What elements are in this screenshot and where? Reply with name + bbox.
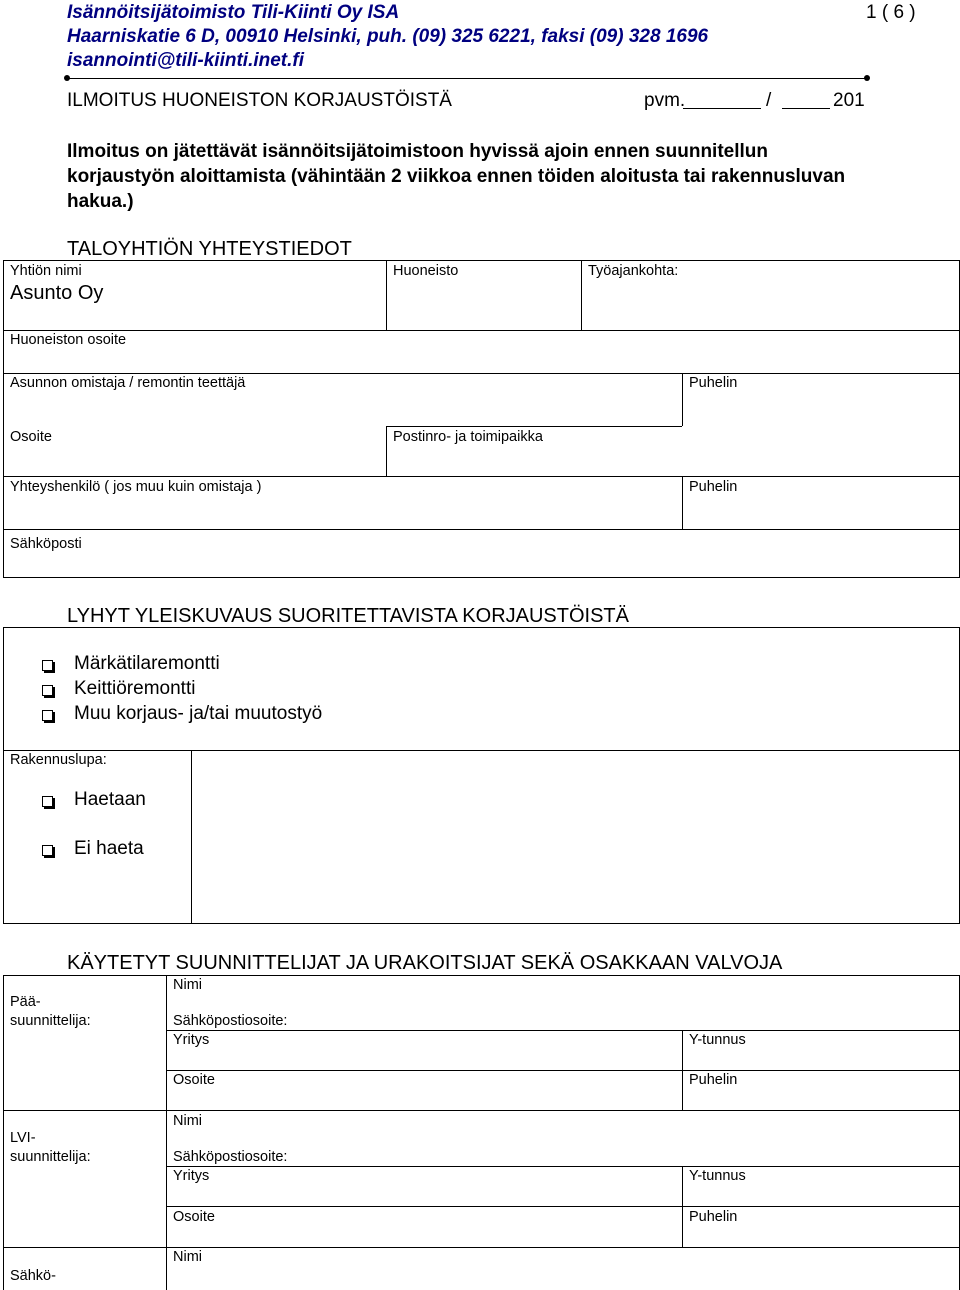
- lvi-phone-label: Puhelin: [689, 1209, 738, 1225]
- contact-title: TALOYHTIÖN YHTEYSTIEDOT: [67, 238, 352, 260]
- main-company-label: Yritys: [173, 1032, 210, 1048]
- rule-dot-left: [64, 75, 70, 81]
- works-title: LYHYT YLEISKUVAUS SUORITETTAVISTA KORJAUSTÖISTÄ: [67, 605, 629, 627]
- electrical-name-label: Nimi: [173, 1249, 202, 1265]
- lvi-email-label: Sähköpostiosoite:: [173, 1149, 288, 1165]
- company-email: isannointi@tili-kiinti.inet.fi: [67, 50, 305, 71]
- intro-text: Ilmoitus on jätettävät isännöitsijätoimistoon hyvissä ajoin ennen suunnitellun korjaustyön aloittamista (vähintään 2 viikkoa ennen töiden aloitusta tai rakennusluvan hakua.): [67, 141, 846, 212]
- electrical-designer-label: Sähkö-: [10, 1268, 56, 1284]
- lvi-name-label: Nimi: [173, 1113, 202, 1129]
- lvi-company-label: Yritys: [173, 1168, 210, 1184]
- address-label: Osoite: [10, 429, 52, 445]
- main-business-id-label: Y-tunnus: [689, 1032, 746, 1048]
- checkbox-icon[interactable]: [42, 710, 53, 721]
- date-label: pvm.: [644, 90, 686, 111]
- apartment-address-label: Huoneiston osoite: [10, 332, 127, 348]
- company-name-label: Yhtiön nimi: [10, 263, 82, 279]
- date-day-line[interactable]: [683, 108, 761, 109]
- main-designer-label-1: Pää-: [10, 994, 41, 1010]
- company-address: Haarniskatie 6 D, 00910 Helsinki, puh. (09) 325 6221, faksi (09) 328 1696: [67, 26, 709, 47]
- lvi-business-id-label: Y-tunnus: [689, 1168, 746, 1184]
- date-year: 201: [833, 90, 865, 111]
- contact-person-label: Yhteyshenkilö ( jos muu kuin omistaja ): [10, 479, 262, 495]
- main-name-label: Nimi: [173, 977, 202, 993]
- postal-label: Postinro- ja toimipaikka: [393, 429, 543, 445]
- company-name: Isännöitsijätoimisto Tili-Kiinti Oy ISA: [67, 2, 400, 23]
- email-label: Sähköposti: [10, 536, 82, 552]
- checkbox-icon[interactable]: [42, 796, 53, 807]
- checkbox-icon[interactable]: [42, 660, 53, 671]
- apartment-label: Huoneisto: [393, 263, 459, 279]
- company-name-value[interactable]: Asunto Oy: [10, 282, 104, 304]
- form-title: ILMOITUS HUONEISTON KORJAUSTÖISTÄ: [67, 90, 452, 111]
- main-email-label: Sähköpostiosoite:: [173, 1013, 288, 1029]
- work-period-label: Työajankohta:: [588, 263, 679, 279]
- lvi-address-label: Osoite: [173, 1209, 215, 1225]
- date-month-line[interactable]: [782, 108, 830, 109]
- owner-label: Asunnon omistaja / remontin teettäjä: [10, 375, 246, 391]
- designers-title: KÄYTETYT SUUNNITTELIJAT JA URAKOITSIJAT SEKÄ OSAKKAAN VALVOJA: [67, 952, 783, 974]
- checkbox-icon[interactable]: [42, 845, 53, 856]
- date-separator: /: [766, 90, 772, 111]
- rule-dot-right: [864, 75, 870, 81]
- header-rule: [67, 78, 867, 79]
- main-designer-label-2: suunnittelija:: [10, 1013, 91, 1029]
- contact-phone-label: Puhelin: [689, 479, 738, 495]
- main-phone-label: Puhelin: [689, 1072, 738, 1088]
- page-number: 1 ( 6 ): [866, 2, 916, 23]
- owner-phone-label: Puhelin: [689, 375, 738, 391]
- permit-label: Rakennuslupa:: [10, 752, 107, 768]
- lvi-designer-label-2: suunnittelija:: [10, 1149, 91, 1165]
- main-address-label: Osoite: [173, 1072, 215, 1088]
- checkbox-icon[interactable]: [42, 685, 53, 696]
- contact-table: [3, 260, 960, 578]
- lvi-designer-label-1: LVI-: [10, 1130, 36, 1146]
